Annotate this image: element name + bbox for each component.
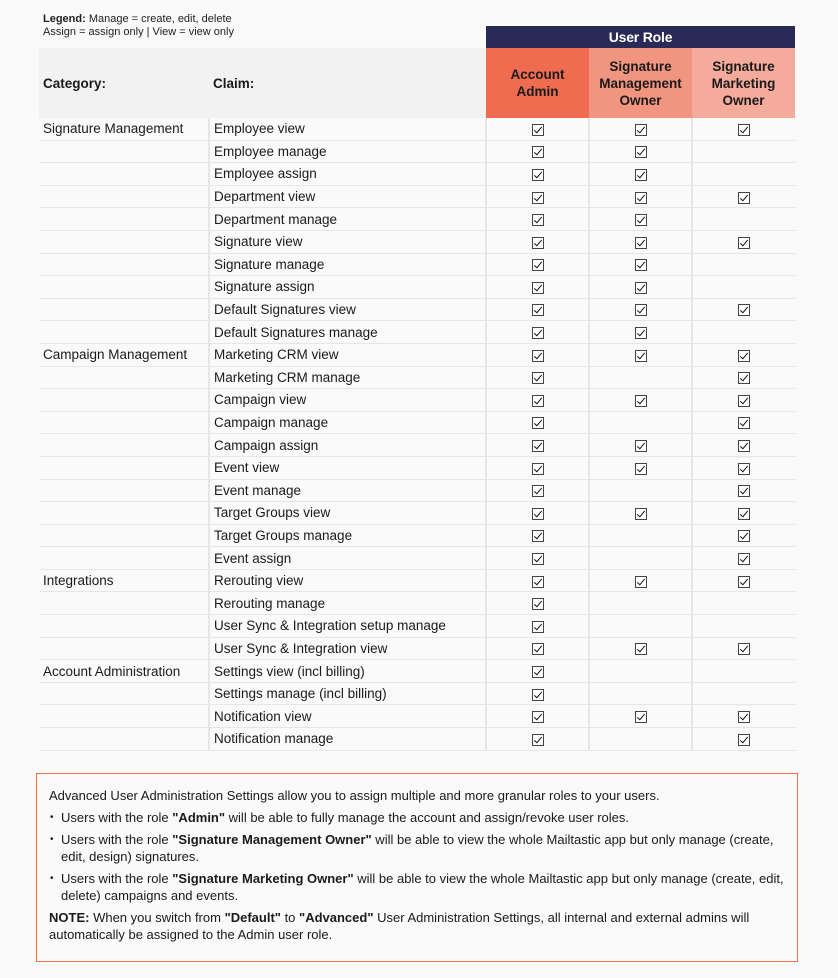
claim-cell: User Sync & Integration setup manage: [209, 615, 486, 638]
legend-line-1: Manage = create, edit, delete: [88, 13, 232, 25]
role-header-0: [486, 48, 589, 118]
role-header-line: Admin: [516, 84, 559, 99]
category-cell: [39, 253, 209, 276]
category-cell: [39, 728, 209, 751]
permission-cell: [692, 366, 795, 389]
checked-box-icon: [635, 576, 647, 588]
permission-cell: [589, 163, 692, 186]
claim-cell: Employee manage: [209, 140, 486, 163]
permission-cell: [486, 298, 589, 321]
category-cell: [39, 615, 209, 638]
permission-cell: [589, 230, 692, 253]
checked-box-icon: [532, 553, 544, 565]
note-text: When you switch from: [89, 910, 225, 925]
permission-cell: [692, 298, 795, 321]
checked-box-icon: [635, 711, 647, 723]
claim-cell: Campaign assign: [209, 434, 486, 457]
checked-box-icon: [738, 530, 750, 542]
permission-cell: [589, 389, 692, 412]
table-row: [39, 434, 795, 457]
role-header-2: [692, 48, 795, 118]
claim-cell: Rerouting manage: [209, 592, 486, 615]
legend-label: Legend:: [43, 13, 86, 25]
checked-box-icon: [738, 417, 750, 429]
category-cell: [39, 276, 209, 299]
note-text: will be able to view the whole Mailtastic app but only manage (create, edit, delete) campaigns and events.: [61, 871, 784, 903]
permission-cell: [589, 479, 692, 502]
permission-cell: [692, 660, 795, 683]
checked-box-icon: [635, 237, 647, 249]
checked-box-icon: [532, 621, 544, 633]
permission-cell: [692, 208, 795, 231]
permission-cell: [589, 637, 692, 660]
permission-cell: [692, 434, 795, 457]
table-row: [39, 660, 795, 683]
note-label: NOTE:: [49, 910, 90, 925]
table-row: [39, 298, 795, 321]
checked-box-icon: [532, 508, 544, 520]
category-cell: [39, 479, 209, 502]
permission-cell: [692, 569, 795, 592]
checked-box-icon: [532, 643, 544, 655]
note-bullet: [49, 809, 785, 826]
permission-cell: [589, 569, 692, 592]
permission-cell: [692, 615, 795, 638]
checked-box-icon: [635, 259, 647, 271]
note-bullets: [49, 809, 785, 904]
permission-cell: [589, 660, 692, 683]
permission-cell: [692, 140, 795, 163]
checked-box-icon: [532, 304, 544, 316]
permission-cell: [486, 502, 589, 525]
header-spacer: [39, 26, 486, 48]
table-row: [39, 524, 795, 547]
permission-cell: [692, 253, 795, 276]
checked-box-icon: [738, 395, 750, 407]
category-cell: [39, 456, 209, 479]
permission-cell: [589, 502, 692, 525]
checked-box-icon: [532, 214, 544, 226]
role-header-line: Owner: [722, 92, 765, 108]
checked-box-icon: [532, 530, 544, 542]
category-cell: [39, 637, 209, 660]
checked-box-icon: [532, 169, 544, 181]
permissions-matrix: [39, 26, 795, 751]
permission-cell: [486, 140, 589, 163]
permission-cell: [486, 276, 589, 299]
table-row: [39, 615, 795, 638]
permission-cell: [589, 705, 692, 728]
checked-box-icon: [738, 643, 750, 655]
checked-box-icon: [738, 192, 750, 204]
checked-box-icon: [738, 553, 750, 565]
role-header-line: Signature: [609, 58, 672, 74]
permission-cell: [486, 682, 589, 705]
permission-cell: [486, 637, 589, 660]
permission-cell: [692, 637, 795, 660]
note-text: will be able to fully manage the account and assign/revoke user roles.: [225, 810, 629, 825]
note-advanced-term: "Advanced": [299, 910, 374, 925]
category-cell: [39, 208, 209, 231]
permission-cell: [486, 660, 589, 683]
checked-box-icon: [635, 282, 647, 294]
checked-box-icon: [635, 440, 647, 452]
role-header-line: Account: [510, 67, 565, 82]
note-text: to: [280, 910, 300, 925]
permission-cell: [692, 230, 795, 253]
claim-cell: Signature view: [209, 230, 486, 253]
claim-cell: Department manage: [209, 208, 486, 231]
checked-box-icon: [532, 485, 544, 497]
legend-line-2: Assign = assign only | View = view only: [43, 26, 234, 38]
checked-box-icon: [635, 395, 647, 407]
claim-cell: Default Signatures manage: [209, 321, 486, 344]
permission-cell: [486, 163, 589, 186]
checked-box-icon: [532, 395, 544, 407]
note-default-term: "Default": [224, 910, 281, 925]
note-bullet: [49, 831, 785, 865]
table-row: [39, 547, 795, 570]
checked-box-icon: [532, 192, 544, 204]
claim-cell: User Sync & Integration view: [209, 637, 486, 660]
checked-box-icon: [635, 304, 647, 316]
note-text: Users with the role: [61, 871, 173, 886]
checked-box-icon: [532, 711, 544, 723]
checked-box-icon: [532, 327, 544, 339]
table-row: [39, 705, 795, 728]
permission-cell: [486, 321, 589, 344]
permission-cell: [589, 456, 692, 479]
note-bullet: [49, 870, 785, 904]
checked-box-icon: [532, 689, 544, 701]
claim-cell: Event assign: [209, 547, 486, 570]
permission-cell: [486, 479, 589, 502]
permission-cell: [589, 728, 692, 751]
permission-cell: [589, 140, 692, 163]
category-cell: [39, 547, 209, 570]
permission-cell: [486, 547, 589, 570]
checked-box-icon: [635, 508, 647, 520]
table-row: [39, 411, 795, 434]
role-header-line: Owner: [619, 92, 662, 108]
category-cell: [39, 230, 209, 253]
permission-cell: [486, 366, 589, 389]
checked-box-icon: [532, 598, 544, 610]
table-row: [39, 502, 795, 525]
permission-cell: [589, 253, 692, 276]
permission-cell: [692, 547, 795, 570]
category-cell: [39, 366, 209, 389]
checked-box-icon: [635, 643, 647, 655]
claim-cell: Settings manage (incl billing): [209, 682, 486, 705]
permission-cell: [692, 592, 795, 615]
table-row: [39, 366, 795, 389]
claim-cell: Notification manage: [209, 728, 486, 751]
note-text: User Administration Settings, all internal and external admins will automatically be assigned to the Admin user role.: [49, 910, 750, 942]
category-cell: Campaign Management: [39, 343, 209, 366]
role-name: "Signature Management Owner": [172, 832, 372, 847]
permission-cell: [692, 163, 795, 186]
permission-cell: [589, 524, 692, 547]
category-cell: [39, 140, 209, 163]
category-cell: Account Administration: [39, 660, 209, 683]
checked-box-icon: [635, 192, 647, 204]
permission-cell: [589, 321, 692, 344]
role-header-1: [589, 48, 692, 118]
permission-cell: [692, 502, 795, 525]
checked-box-icon: [738, 485, 750, 497]
category-cell: [39, 434, 209, 457]
permission-cell: [589, 118, 692, 140]
note-footer: [49, 909, 785, 943]
permission-cell: [692, 343, 795, 366]
checked-box-icon: [532, 734, 544, 746]
claim-cell: Event manage: [209, 479, 486, 502]
checked-box-icon: [532, 237, 544, 249]
checked-box-icon: [532, 417, 544, 429]
checked-box-icon: [532, 124, 544, 136]
checked-box-icon: [635, 214, 647, 226]
permission-cell: [692, 321, 795, 344]
note-text: will be able to view the whole Mailtastic app but only manage (create, edit, design) signatures.: [61, 832, 774, 864]
claim-cell: Signature manage: [209, 253, 486, 276]
claim-cell: Signature assign: [209, 276, 486, 299]
claim-cell: Settings view (incl billing): [209, 660, 486, 683]
checked-box-icon: [738, 463, 750, 475]
permission-cell: [589, 592, 692, 615]
permission-cell: [486, 230, 589, 253]
claim-cell: Campaign view: [209, 389, 486, 412]
note-text: Users with the role: [61, 810, 173, 825]
category-cell: [39, 185, 209, 208]
table-row: [39, 569, 795, 592]
role-header-line: Marketing: [711, 75, 776, 91]
checked-box-icon: [532, 463, 544, 475]
claim-cell: Department view: [209, 185, 486, 208]
checked-box-icon: [635, 463, 647, 475]
table-row: [39, 321, 795, 344]
claim-cell: Notification view: [209, 705, 486, 728]
claim-cell: Campaign manage: [209, 411, 486, 434]
permission-cell: [692, 705, 795, 728]
table-row: [39, 118, 795, 140]
permission-cell: [692, 185, 795, 208]
permission-cell: [692, 276, 795, 299]
table-row: [39, 682, 795, 705]
checked-box-icon: [635, 350, 647, 362]
permission-cell: [486, 389, 589, 412]
permission-cell: [486, 208, 589, 231]
permission-cell: [589, 682, 692, 705]
claim-cell: Marketing CRM manage: [209, 366, 486, 389]
user-role-group-header: User Role: [486, 26, 795, 48]
table-row: [39, 389, 795, 412]
claim-cell: Target Groups manage: [209, 524, 486, 547]
claim-cell: Rerouting view: [209, 569, 486, 592]
checked-box-icon: [635, 124, 647, 136]
permission-cell: [692, 479, 795, 502]
claim-cell: Event view: [209, 456, 486, 479]
table-row: [39, 163, 795, 186]
permission-cell: [692, 118, 795, 140]
table-row: [39, 230, 795, 253]
checked-box-icon: [738, 734, 750, 746]
category-cell: [39, 592, 209, 615]
checked-box-icon: [635, 327, 647, 339]
checked-box-icon: [738, 508, 750, 520]
table-row: [39, 276, 795, 299]
permission-cell: [692, 524, 795, 547]
permission-cell: [486, 456, 589, 479]
checked-box-icon: [738, 237, 750, 249]
claim-cell: Marketing CRM view: [209, 343, 486, 366]
role-header-line: Signature: [712, 58, 775, 74]
permission-cell: [589, 411, 692, 434]
permission-cell: [692, 682, 795, 705]
permission-cell: [486, 705, 589, 728]
category-cell: [39, 682, 209, 705]
note-intro: Advanced User Administration Settings allow you to assign multiple and more granular roles to your users.: [49, 788, 660, 803]
checked-box-icon: [532, 576, 544, 588]
permission-cell: [589, 208, 692, 231]
info-note-box: [36, 773, 798, 962]
role-header-line: Management: [599, 75, 682, 91]
permission-cell: [589, 366, 692, 389]
permission-cell: [589, 185, 692, 208]
category-cell: [39, 705, 209, 728]
category-cell: [39, 321, 209, 344]
checked-box-icon: [738, 440, 750, 452]
note-text: Users with the role: [61, 832, 173, 847]
role-name: "Admin": [172, 810, 226, 825]
permission-cell: [486, 615, 589, 638]
permission-cell: [692, 389, 795, 412]
category-cell: [39, 411, 209, 434]
permission-cell: [486, 728, 589, 751]
category-cell: [39, 389, 209, 412]
checked-box-icon: [738, 711, 750, 723]
checked-box-icon: [532, 146, 544, 158]
permission-cell: [486, 185, 589, 208]
category-cell: Integrations: [39, 569, 209, 592]
table-row: [39, 728, 795, 751]
permission-cell: [486, 118, 589, 140]
permission-cell: [589, 298, 692, 321]
category-cell: [39, 298, 209, 321]
permission-cell: [486, 434, 589, 457]
checked-box-icon: [738, 304, 750, 316]
checked-box-icon: [532, 372, 544, 384]
table-row: [39, 592, 795, 615]
permission-cell: [486, 592, 589, 615]
permission-cell: [589, 276, 692, 299]
permission-cell: [486, 411, 589, 434]
table-row: [39, 479, 795, 502]
permission-cell: [486, 253, 589, 276]
role-name: "Signature Marketing Owner": [172, 871, 354, 886]
table-row: [39, 343, 795, 366]
checked-box-icon: [532, 350, 544, 362]
permission-cell: [589, 547, 692, 570]
checked-box-icon: [532, 282, 544, 294]
category-cell: Signature Management: [39, 118, 209, 140]
permission-cell: [486, 343, 589, 366]
checked-box-icon: [532, 259, 544, 271]
table-row: [39, 140, 795, 163]
permission-cell: [692, 411, 795, 434]
checked-box-icon: [532, 440, 544, 452]
permission-cell: [589, 615, 692, 638]
checked-box-icon: [635, 169, 647, 181]
checked-box-icon: [738, 576, 750, 588]
claim-column-header: Claim:: [209, 48, 486, 118]
claim-cell: Target Groups view: [209, 502, 486, 525]
matrix-body: [39, 118, 795, 750]
checked-box-icon: [635, 146, 647, 158]
table-row: [39, 208, 795, 231]
checked-box-icon: [738, 124, 750, 136]
permission-cell: [589, 343, 692, 366]
table-row: [39, 253, 795, 276]
permission-cell: [589, 434, 692, 457]
checked-box-icon: [738, 372, 750, 384]
category-cell: [39, 524, 209, 547]
claim-cell: Default Signatures view: [209, 298, 486, 321]
checked-box-icon: [738, 350, 750, 362]
table-row: [39, 456, 795, 479]
category-cell: [39, 502, 209, 525]
table-row: [39, 637, 795, 660]
category-column-header: Category:: [39, 48, 209, 118]
permission-cell: [486, 524, 589, 547]
category-cell: [39, 163, 209, 186]
claim-cell: Employee assign: [209, 163, 486, 186]
table-row: [39, 185, 795, 208]
checked-box-icon: [532, 666, 544, 678]
permission-cell: [692, 456, 795, 479]
permission-cell: [486, 569, 589, 592]
permission-cell: [692, 728, 795, 751]
claim-cell: Employee view: [209, 118, 486, 140]
